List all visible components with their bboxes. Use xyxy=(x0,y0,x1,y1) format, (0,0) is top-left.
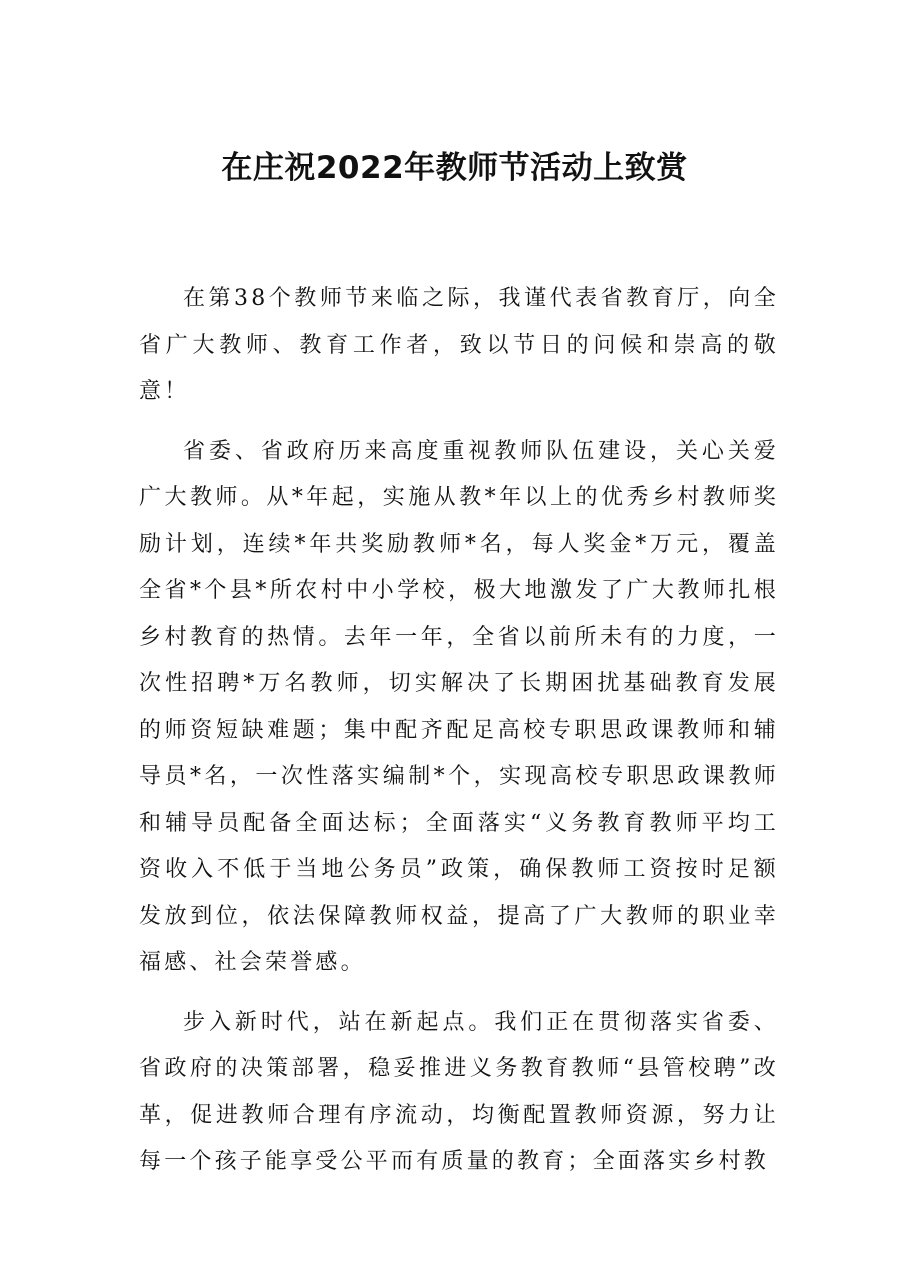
document-body xyxy=(139,276,779,1199)
paragraph-1: 在第38个教师节来临之际，我谨代表省教育厅，向全省广大教师、教育工作者，致以节日的问候和崇高的敬意！ xyxy=(139,286,779,404)
document-title: 在庄祝2022年教师节活动上致赏 xyxy=(221,150,688,186)
paragraph-2: 省委、省政府历来高度重视教师队伍建设，关心关爱广大教师。从*年起，实施从教*年以上的优秀乡村教师奖励计划，连续*年共奖励教师*名，每人奖金*万元，覆盖全省*个县*所农村中小学校，极大地激发了广大教师扎根乡村教育的热情。去年一年，全省以前所未有的力度，一次性招聘*万名教师，切实解决了长期困扰基础教育发展的师资短缺难题；集中配齐配足高校专职思政课教师和辅导员*名，一次性落实编制*个，实现高校专职思政课教师和辅导员配备全面达标；全面落实“义务教育教师平均工资收入不低于当地公务员”政策，确保教师工资按时足额发放到位，依法保障教师权益，提高了广大教师的职业幸福感、社会荣誉感。 xyxy=(139,438,779,975)
paragraph-3: 步入新时代，站在新起点。我们正在贯彻落实省委、省政府的决策部署，稳妥推进义务教育教师“县管校聘”改革，促进教师合理有序流动，均衡配置教师资源，努力让每一个孩子能享受公平而有质量的教育；全面落实乡村教 xyxy=(139,1009,779,1174)
